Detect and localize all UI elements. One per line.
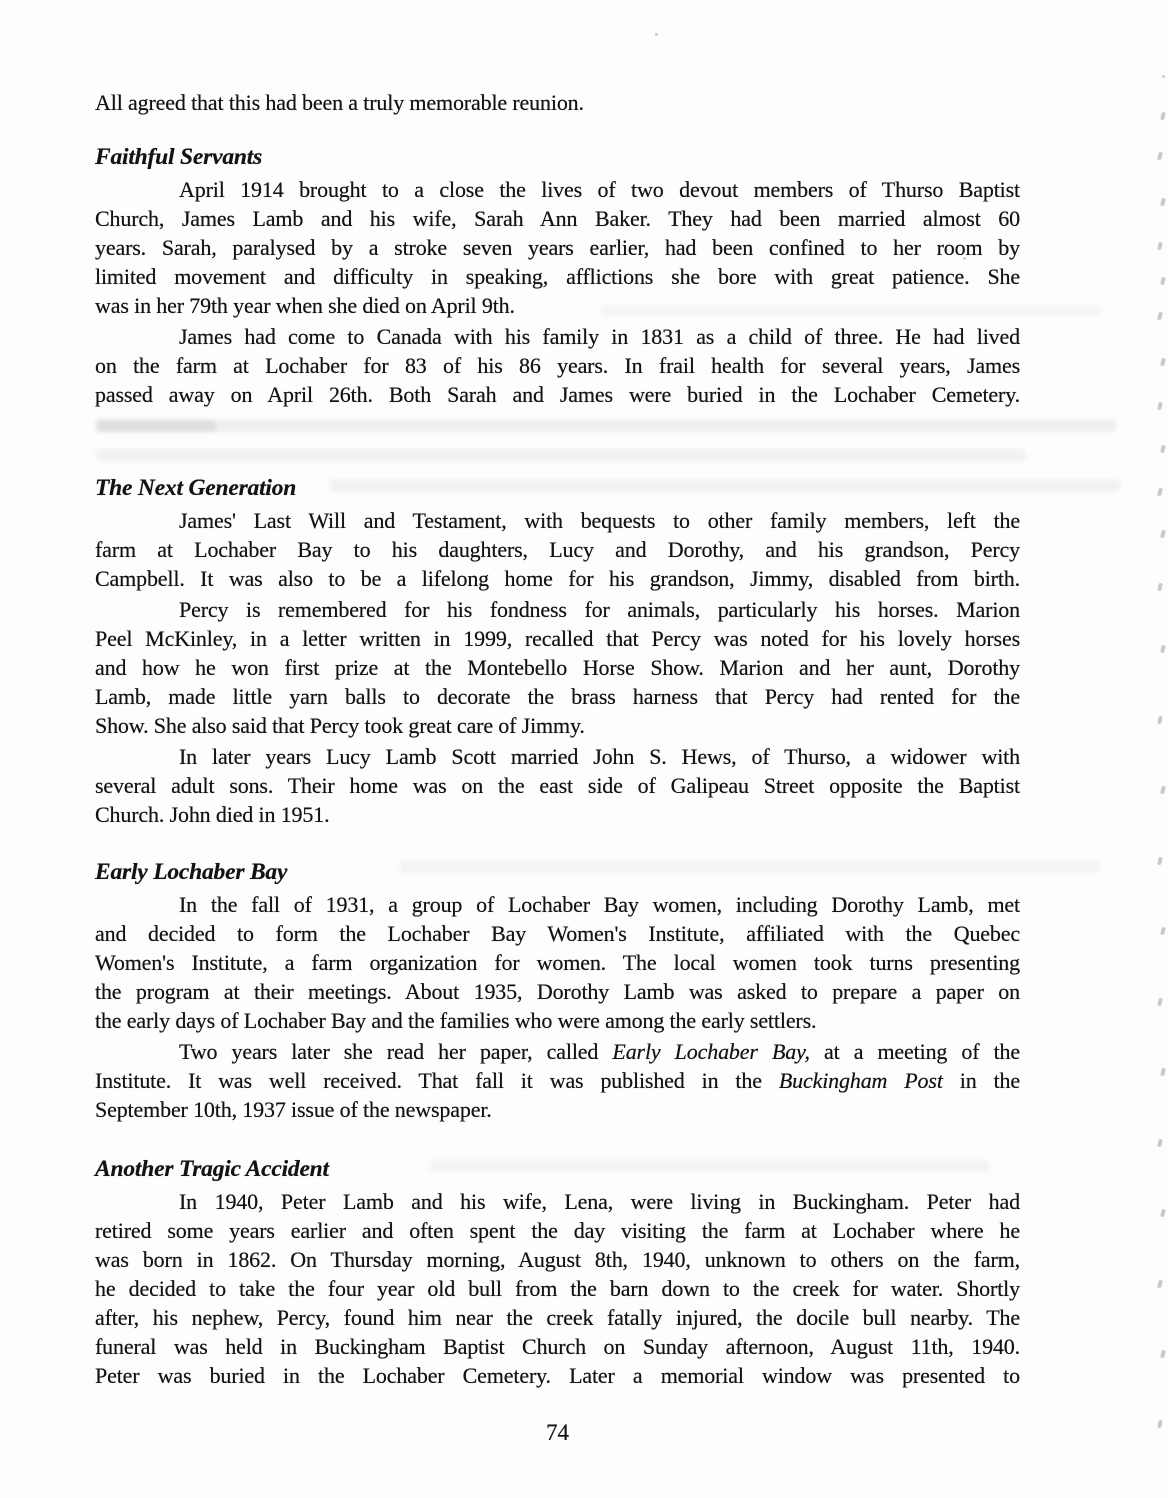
text-line xyxy=(95,624,1020,653)
text-run: In later years Lucy Lamb Scott married John S. Hews, of Thurso, a widower with xyxy=(179,744,1020,769)
text-run: limited movement and difficulty in speaking, afflictions she bore with great patience. She xyxy=(95,264,1020,289)
section-heading: Another Tragic Accident xyxy=(95,1156,329,1182)
section xyxy=(95,143,1020,409)
text-run: and how he won first prize at the Montebello Horse Show. Marion and her aunt, Dorothy xyxy=(95,655,1020,680)
text-line xyxy=(95,322,1020,351)
text-run: was born in 1862. On Thursday morning, August 8th, 1940, unknown to others on the farm, xyxy=(95,1247,1020,1272)
text-run: Women's Institute, a farm organization for women. The local women took turns presenting xyxy=(95,950,1020,975)
section xyxy=(95,1155,1020,1390)
text-run: James had come to Canada with his family in 1831 as a child of three. He had lived xyxy=(179,324,1020,349)
text-run: the program at their meetings. About 1935, Dorothy Lamb was asked to prepare a paper on xyxy=(95,979,1020,1004)
page-number: 74 xyxy=(546,1420,569,1445)
intro-line: All agreed that this had been a truly memorable reunion. xyxy=(95,90,584,115)
text-line xyxy=(95,351,1020,380)
text-run: Lamb, made little yarn balls to decorate the brass harness that Percy had rented for the xyxy=(95,684,1020,709)
text-run: Two years later she read her paper, called xyxy=(179,1039,613,1064)
italic-text: Buckingham Post xyxy=(778,1068,943,1093)
text-run: retired some years earlier and often spent the day visiting the farm at Lochaber where he xyxy=(95,1218,1020,1243)
text-run: farm at Lochaber Bay to his daughters, Lucy and Dorothy, and his grandson, Percy xyxy=(95,537,1020,562)
text-line xyxy=(95,595,1020,624)
text-line xyxy=(95,919,1020,948)
text-line xyxy=(95,800,1020,829)
text-run: Institute. It was well received. That fall it was published in the xyxy=(95,1068,779,1093)
paragraph xyxy=(95,1037,1020,1124)
text-run: he decided to take the four year old bull from the barn down to the creek for water. Shortly xyxy=(95,1276,1020,1301)
text-run: In 1940, Peter Lamb and his wife, Lena, were living in Buckingham. Peter had xyxy=(179,1189,1020,1214)
text-run: in the xyxy=(942,1068,1020,1093)
text-run: Campbell. It was also to be a lifelong home for his grandson, Jimmy, disabled from birth. xyxy=(95,566,1020,591)
paragraph xyxy=(95,175,1020,320)
text-run: Peter was buried in the Lochaber Cemetery. Later a memorial window was presented to xyxy=(95,1363,1020,1388)
text-run: and decided to form the Lochaber Bay Women's Institute, affiliated with the Quebec xyxy=(95,921,1020,946)
text-line xyxy=(95,262,1020,291)
text-line xyxy=(95,1037,1020,1066)
text-run: after, his nephew, Percy, found him near the creek fatally injured, the docile bull nearby. The xyxy=(95,1305,1020,1330)
text-line xyxy=(95,291,1020,320)
text-line xyxy=(95,1187,1020,1216)
section xyxy=(95,858,1020,1124)
text-line xyxy=(95,977,1020,1006)
text-line xyxy=(95,564,1020,593)
text-line xyxy=(95,233,1020,262)
text-run: at a meeting of the xyxy=(809,1039,1020,1064)
text-line xyxy=(95,1332,1020,1361)
text-line xyxy=(95,1095,1020,1124)
paragraph xyxy=(95,890,1020,1035)
text-run: years. Sarah, paralysed by a stroke seven years earlier, had been confined to her room by xyxy=(95,235,1020,260)
text-line xyxy=(95,711,1020,740)
text-line xyxy=(95,1361,1020,1390)
text-run: the early days of Lochaber Bay and the families who were among the early settlers. xyxy=(95,1008,817,1033)
text-run: April 1914 brought to a close the lives of two devout members of Thurso Baptist xyxy=(179,177,1020,202)
text-run: Church, James Lamb and his wife, Sarah Ann Baker. They had been married almost 60 xyxy=(95,206,1020,231)
text-line xyxy=(95,175,1020,204)
italic-text: Early Lochaber Bay, xyxy=(612,1039,810,1064)
text-line xyxy=(95,535,1020,564)
text-run: In the fall of 1931, a group of Lochaber Bay women, including Dorothy Lamb, met xyxy=(179,892,1020,917)
paragraph xyxy=(95,1187,1020,1390)
text-line xyxy=(95,1303,1020,1332)
text-run: on the farm at Lochaber for 83 of his 86 years. In frail health for several years, James xyxy=(95,353,1020,378)
text-line xyxy=(95,890,1020,919)
text-line xyxy=(95,1006,1020,1035)
text-line xyxy=(95,948,1020,977)
text-line xyxy=(95,506,1020,535)
section-heading: Faithful Servants xyxy=(95,144,263,170)
text-line xyxy=(95,653,1020,682)
text-run: Church. John died in 1951. xyxy=(95,802,330,827)
paragraph xyxy=(95,742,1020,829)
text-run: was in her 79th year when she died on April 9th. xyxy=(95,293,515,318)
text-run: Show. She also said that Percy took great care of Jimmy. xyxy=(95,713,585,738)
text-line xyxy=(95,1216,1020,1245)
text-run: passed away on April 26th. Both Sarah and James were buried in the Lochaber Cemetery. xyxy=(95,382,1020,407)
section-heading: The Next Generation xyxy=(95,475,297,501)
text-line xyxy=(95,204,1020,233)
text-line xyxy=(95,742,1020,771)
text-line xyxy=(95,380,1020,409)
text-run: September 10th, 1937 issue of the newspaper. xyxy=(95,1097,492,1122)
text-run: funeral was held in Buckingham Baptist Church on Sunday afternoon, August 11th, 1940. xyxy=(95,1334,1020,1359)
paragraph xyxy=(95,506,1020,593)
section-heading: Early Lochaber Bay xyxy=(95,859,288,885)
text-line xyxy=(95,1245,1020,1274)
text-run: several adult sons. Their home was on the east side of Galipeau Street opposite the Baptist xyxy=(95,773,1020,798)
text-line xyxy=(95,771,1020,800)
text-line xyxy=(95,682,1020,711)
sections-container xyxy=(95,143,1020,1390)
section xyxy=(95,474,1020,829)
text-run: Peel McKinley, in a letter written in 1999, recalled that Percy was noted for his lovely horses xyxy=(95,626,1020,651)
text-run: James' Last Will and Testament, with bequests to other family members, left the xyxy=(179,508,1020,533)
text-run: Percy is remembered for his fondness for animals, particularly his horses. Marion xyxy=(179,597,1020,622)
text-line xyxy=(95,1274,1020,1303)
paragraph xyxy=(95,322,1020,409)
text-line xyxy=(95,1066,1020,1095)
paragraph xyxy=(95,595,1020,740)
